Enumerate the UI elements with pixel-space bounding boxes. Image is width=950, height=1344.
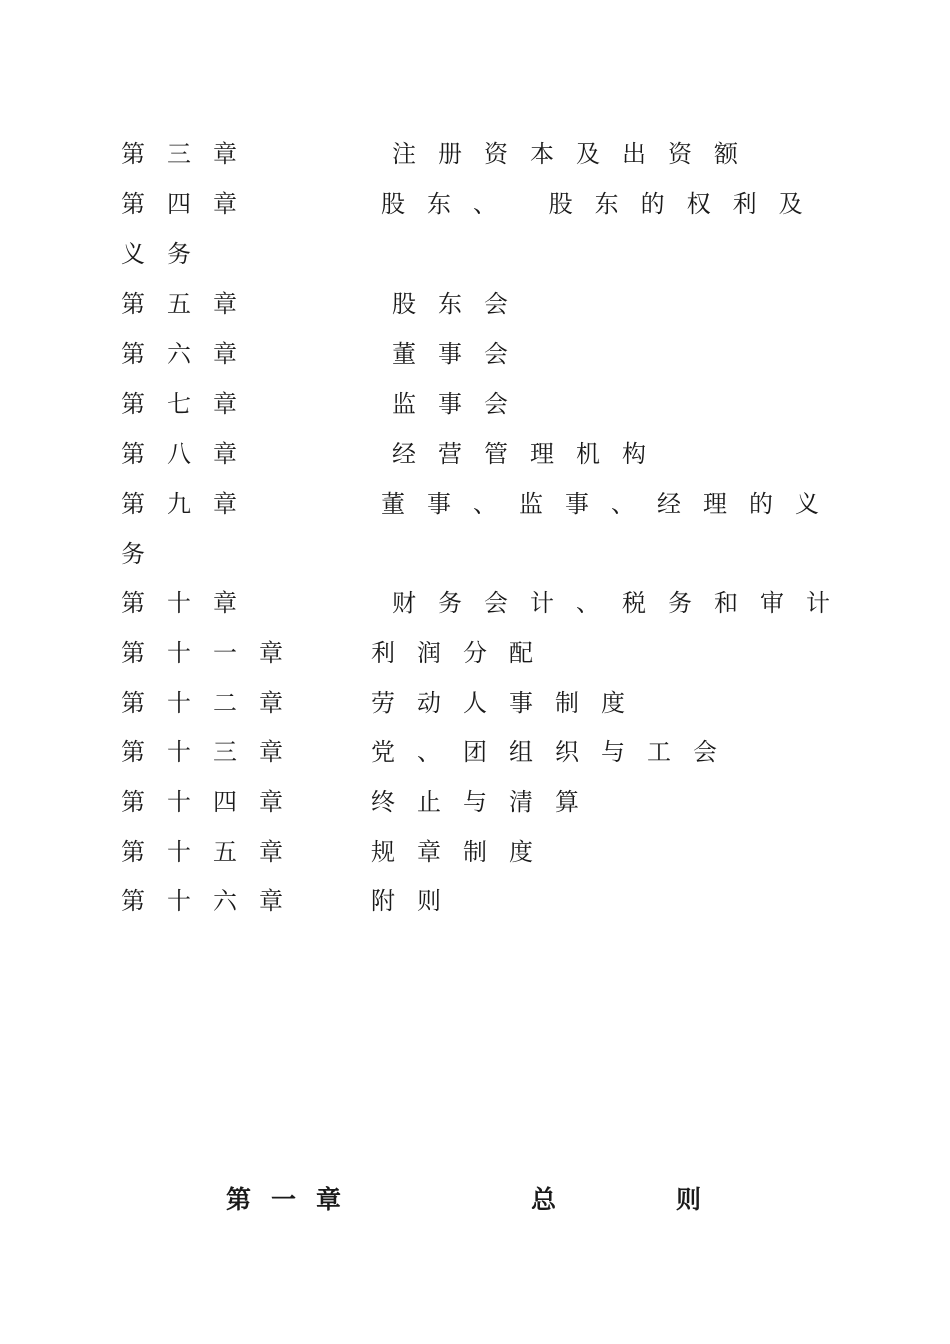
chapter-heading-title-part2: 则	[676, 1185, 702, 1214]
toc-chapter-title: 监事会	[392, 390, 530, 418]
chapter-heading-title-part1: 总	[531, 1185, 557, 1214]
chapter-heading-label: 第一章	[226, 1185, 362, 1214]
toc-chapter-label: 第八章	[121, 440, 259, 468]
toc-chapter-label: 第五章	[121, 290, 259, 318]
toc-chapter-title: 规章制度	[371, 838, 555, 866]
toc-chapter-title: 劳动人事制度	[371, 689, 647, 717]
toc-chapter-label: 第十五章	[121, 838, 305, 866]
toc-chapter-label: 第十章	[121, 589, 259, 617]
toc-chapter-title: 董事、监事、经理的义	[381, 490, 841, 518]
toc-chapter-label: 第十二章	[121, 689, 305, 717]
toc-chapter-title: 注册资本及出资额	[392, 140, 760, 168]
toc-chapter-title: 终止与清算	[371, 788, 601, 816]
toc-chapter-title: 股东会	[392, 290, 530, 318]
toc-chapter-label: 第三章	[121, 140, 259, 168]
toc-chapter-label: 第十一章	[121, 639, 305, 667]
toc-chapter-title: 附则	[371, 887, 463, 915]
toc-chapter-title: 股东、 股东的权利及	[381, 190, 825, 218]
toc-chapter-label: 第十四章	[121, 788, 305, 816]
toc-chapter-label: 第十三章	[121, 738, 305, 766]
toc-chapter-label: 第九章	[121, 490, 259, 518]
toc-chapter-title: 经营管理机构	[392, 440, 668, 468]
toc-chapter-title: 财务会计、税务和审计	[392, 589, 852, 617]
toc-chapter-title: 务	[121, 540, 167, 568]
toc-chapter-title: 利润分配	[371, 639, 555, 667]
toc-chapter-label: 第六章	[121, 340, 259, 368]
toc-chapter-title: 义务	[121, 240, 213, 268]
toc-chapter-title: 党、团组织与工会	[371, 738, 739, 766]
toc-chapter-label: 第十六章	[121, 887, 305, 915]
toc-chapter-title: 董事会	[392, 340, 530, 368]
toc-chapter-label: 第七章	[121, 390, 259, 418]
toc-chapter-label: 第四章	[121, 190, 259, 218]
